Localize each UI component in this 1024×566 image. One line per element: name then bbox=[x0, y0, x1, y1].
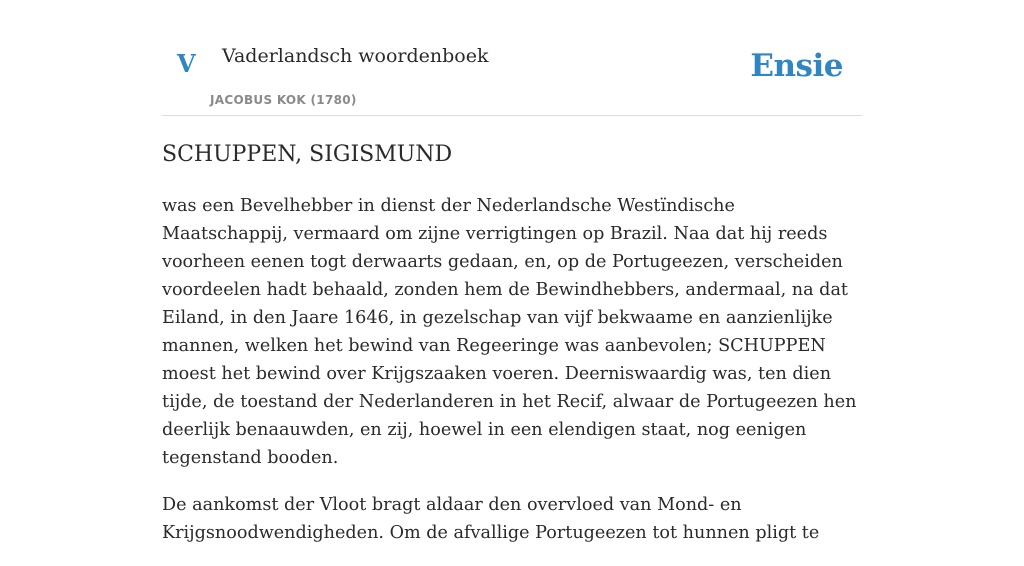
entry-paragraph: De aankomst der Vloot bragt aldaar den overvloed van Mond- en Krijgsnoodwendigheden. Om de afvallige Portugeezen tot hunnen pligt te bbox=[162, 495, 820, 543]
entry-paragraph: was een Bevelhebber in dienst der Nederlandsche Westïndische Maatschappij, vermaard om zijne verrigtingen op Brazil. Naa dat hij reeds voorheen eenen togt derwaarts gedaan, en, op de Portugeezen, verscheiden voordeelen hadt behaald, zonden hem de Bewindhebbers, andermaal, na dat Eiland, in den Jaare 1646, in gezelschap van vijf bekwaame en aanzienlijke mannen, welken het bewind van Regeeringe was aanbevolen; SCHUPPEN moest het bewind over Krijgszaaken voeren. Deerniswaardig was, ten dien tijde, de toestand der Nederlanderen in het Recif, alwaar de Portugeezen hen deerlijk benaauwden, en zij, hoewel in een elendigen staat, nog eenigen tegenstand booden. bbox=[162, 196, 857, 468]
entry-body bbox=[162, 192, 862, 566]
site-header bbox=[162, 0, 862, 116]
book-author: JACOBUS KOK (1780) bbox=[210, 93, 357, 107]
ensie-logo[interactable]: Ensie bbox=[750, 48, 843, 84]
book-title-link[interactable]: Vaderlandsch woordenboek bbox=[222, 45, 489, 67]
book-letter-link[interactable]: V bbox=[177, 49, 196, 78]
page-container bbox=[162, 0, 862, 543]
entry-title: SCHUPPEN, SIGISMUND bbox=[162, 142, 453, 167]
